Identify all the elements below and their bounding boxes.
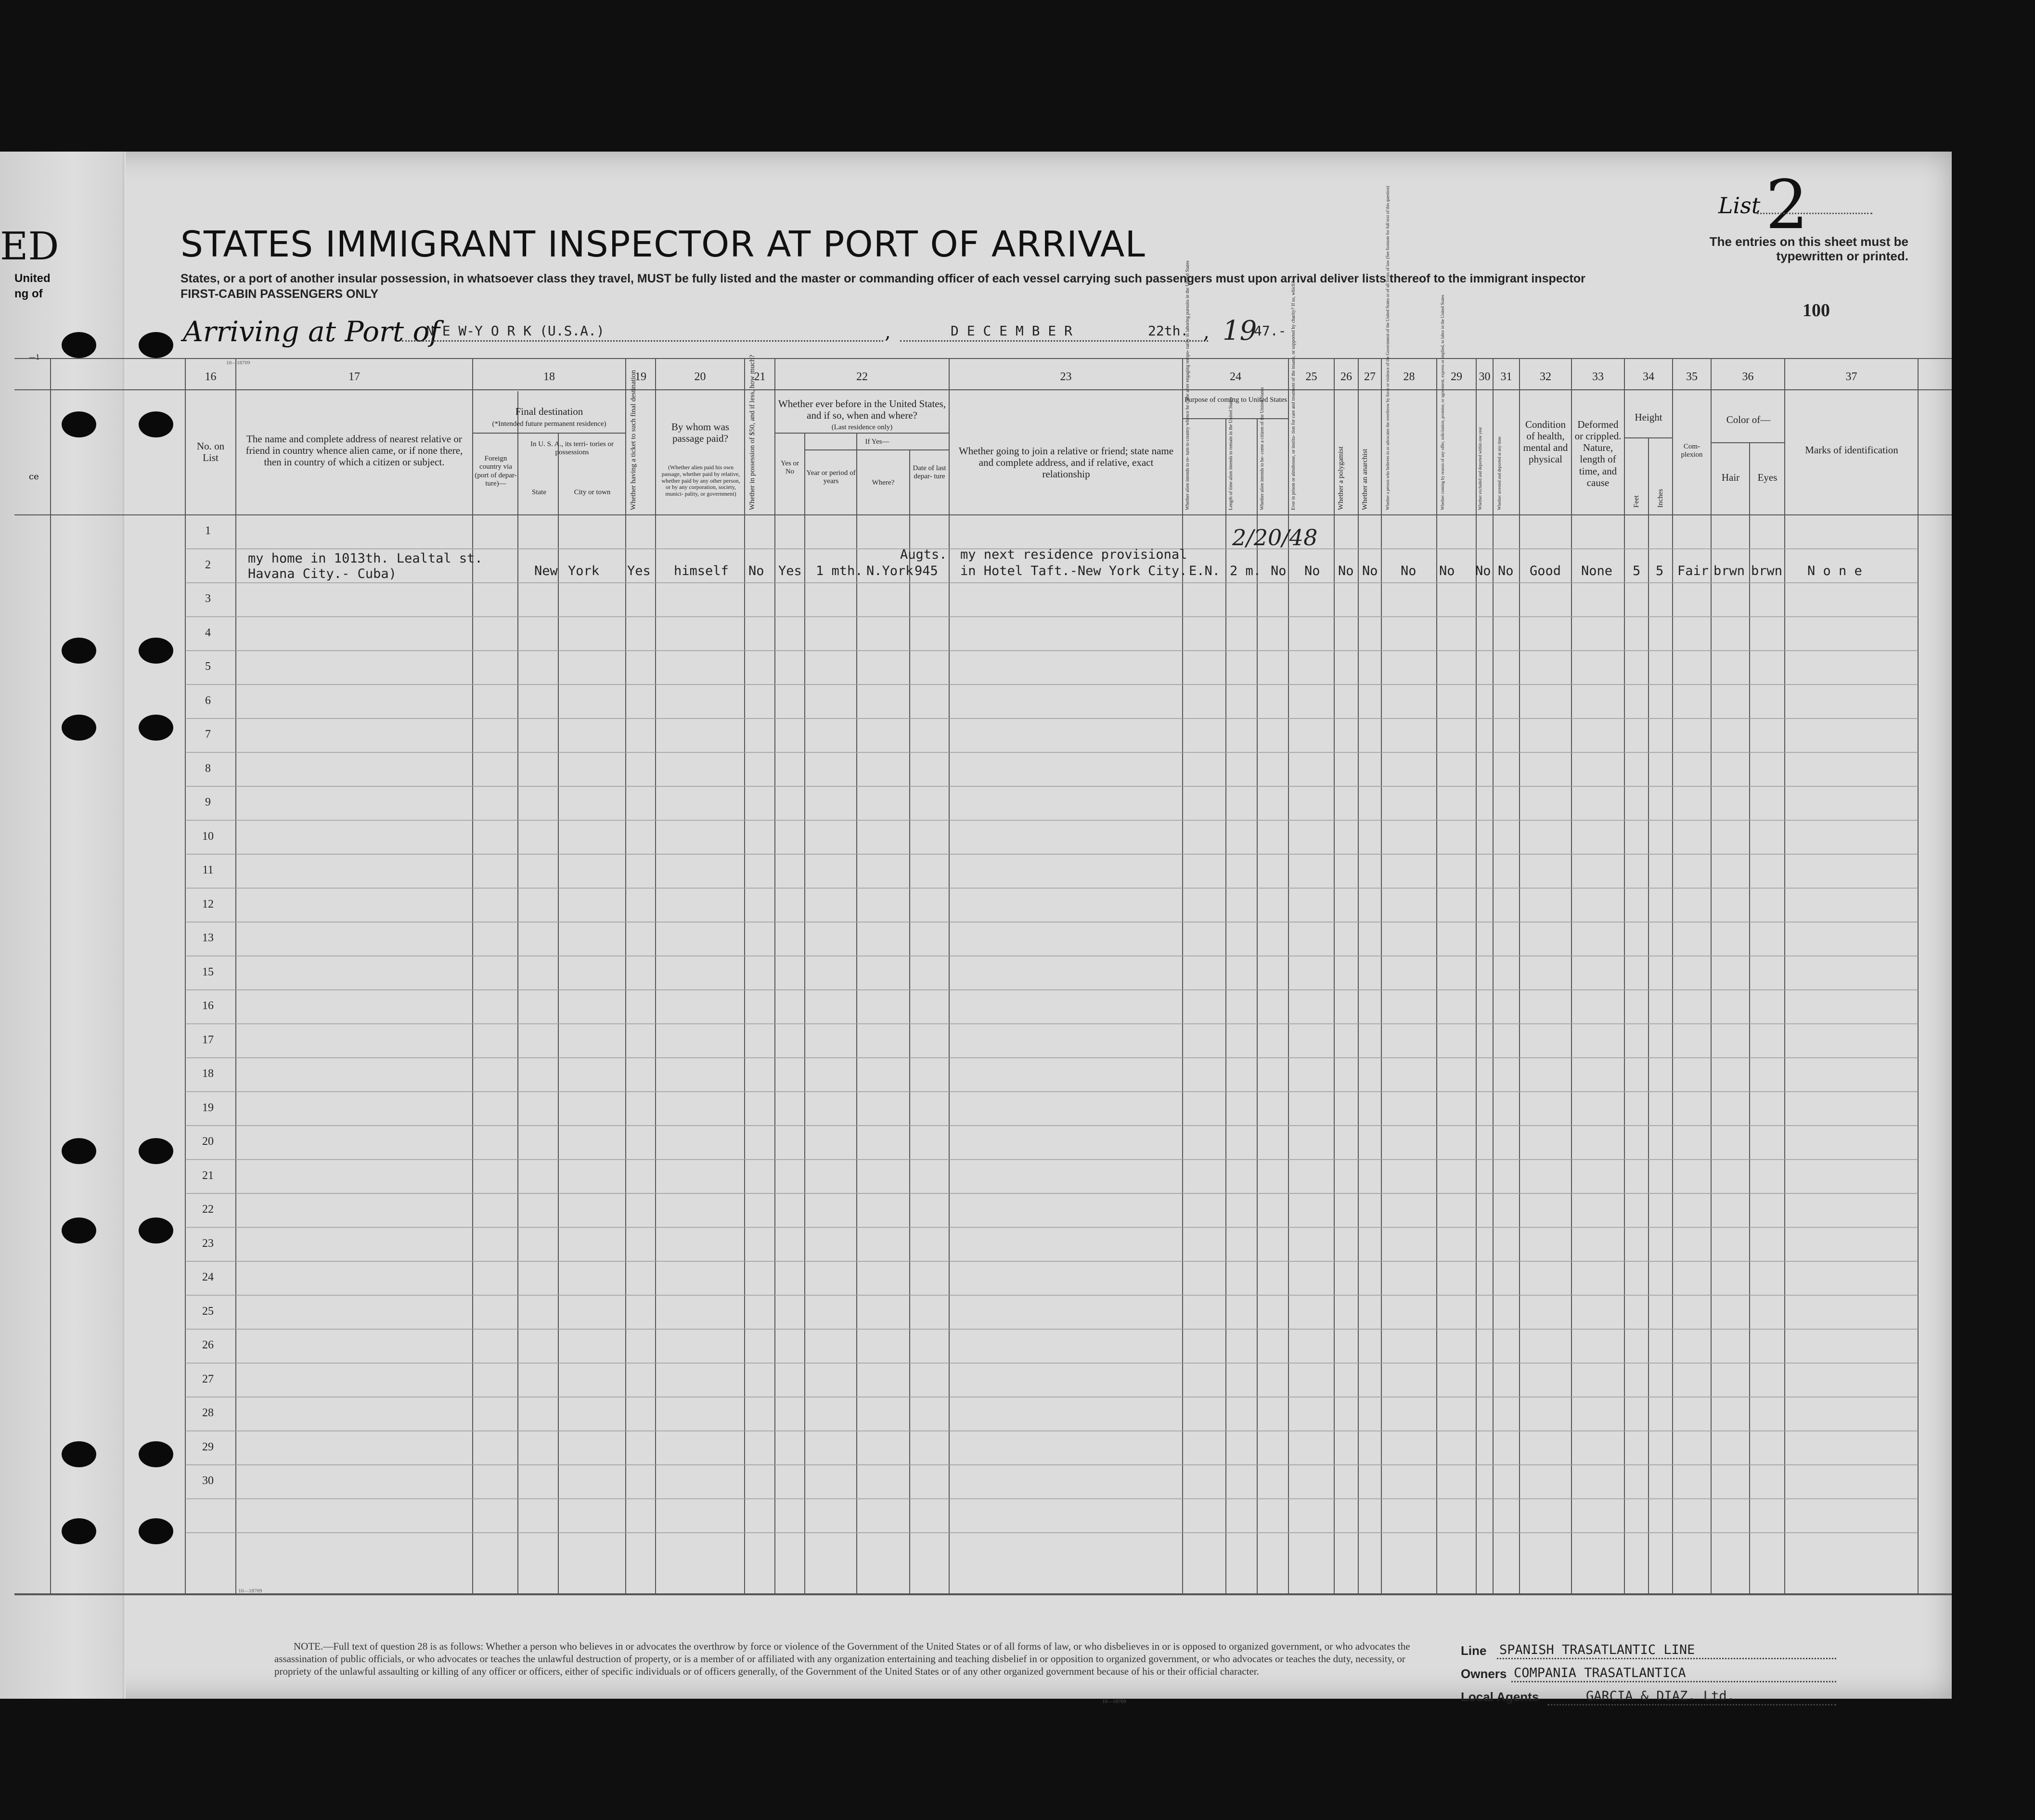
footer-line-value: SPANISH TRASATLANTIC LINE <box>1499 1642 1695 1657</box>
header-final-destination-note: (*Intended future permanent residence) <box>492 420 606 428</box>
header-joining: Whether going to join a relative or friend; state name and complete address, and if relative, exact relationship <box>958 445 1174 480</box>
document-sheet <box>0 152 1952 1705</box>
entry-complexion: Fair <box>1677 564 1709 578</box>
row-number: 23 <box>202 1237 214 1250</box>
column-number: 26 <box>1340 371 1352 383</box>
header-anarchist: Whether an anarchist <box>1361 449 1369 510</box>
left-fragment-text: United <box>14 272 51 285</box>
arrival-year-prefix: 19 <box>1223 315 1257 346</box>
arriving-label: Arriving at Port of <box>183 315 440 348</box>
arrival-year: 47.- <box>1254 323 1287 339</box>
footer-agents-underline <box>1547 1704 1836 1705</box>
header-health: Condition of health, mental and physical <box>1523 419 1568 465</box>
header-marks: Marks of identification <box>1805 444 1898 456</box>
row-number: 15 <box>202 965 214 978</box>
header-passage-note: (Whether alien paid his own passage, whether paid by relative, whether paid by any other person, or by any corporation, society, munici- pality, or government) <box>661 464 740 498</box>
header-if-yes: If Yes— <box>865 438 889 446</box>
column-number: 35 <box>1686 371 1698 383</box>
header-color-of: Color of— <box>1726 414 1771 425</box>
header-feet: Feet <box>1633 495 1640 508</box>
row-number: 19 <box>202 1101 214 1114</box>
row-number: 4 <box>205 626 211 639</box>
header-final-destination: Final destination <box>515 406 583 417</box>
entry-joining-line1: my next residence provisional <box>960 547 1187 562</box>
first-cabin-label: FIRST-CABIN PASSENGERS ONLY <box>180 287 379 301</box>
header-purpose-length: Length of time alien intends to remain in the United States <box>1228 397 1234 510</box>
row-number: 2 <box>205 558 211 571</box>
header-deformed: Deformed or crippled. Nature, length of time, and cause <box>1574 419 1622 488</box>
entry-polygamist: No <box>1338 564 1354 578</box>
entry-where: N.York <box>866 564 914 578</box>
header-polygamist: Whether a polygamist <box>1337 446 1345 510</box>
entry-eyes: brwn <box>1751 564 1783 578</box>
entry-q30: No <box>1475 564 1491 578</box>
table-grid <box>0 152 1952 1699</box>
footer-agents-value: GARCIA & DIAZ. Ltd. <box>1586 1689 1735 1704</box>
comma: , <box>1203 321 1210 343</box>
entry-ever-before: Yes <box>778 564 802 578</box>
entry-health: Good <box>1530 564 1561 578</box>
column-number: 37 <box>1845 371 1857 383</box>
entry-passage: himself <box>674 564 729 578</box>
header-yes-or-no: Yes or No <box>780 460 799 476</box>
header-q29: Whether coming by reason of any offer, solicitation, promise, or agreement, express or implied, to labor in the United States <box>1440 295 1445 510</box>
header-foreign-country: Foreign country via (port of depar- ture)— <box>475 455 517 487</box>
entry-possession: No <box>748 564 764 578</box>
row-number: 6 <box>205 694 211 707</box>
entry-inches: 5 <box>1656 564 1664 578</box>
page-title: STATES IMMIGRANT INSPECTOR AT PORT OF ARRIVAL <box>180 224 1146 265</box>
entry-q28: No <box>1401 564 1417 578</box>
entry-relative-line1: my home in 1013th. Lealtal st. <box>248 551 483 566</box>
row-number: 9 <box>205 796 211 808</box>
header-q30: Whether excluded and deported within one year <box>1478 427 1482 510</box>
header-ever-before: Whether ever before in the United States, and if so, when and where? <box>778 398 946 422</box>
column-number: 29 <box>1451 371 1462 383</box>
list-label: List <box>1718 192 1761 218</box>
entry-state: New <box>534 564 558 578</box>
column-number: 18 <box>543 371 555 383</box>
row-number: 20 <box>202 1135 214 1148</box>
header-hair: Hair <box>1721 472 1740 483</box>
header-ticket: Whether having a ticket to such final destination <box>630 370 637 510</box>
entry-anarchist: No <box>1362 564 1378 578</box>
entry-ticket: Yes <box>627 564 651 578</box>
row-number: 28 <box>202 1407 214 1419</box>
row-number: 1 <box>205 525 211 537</box>
arrival-month: D E C E M B E R <box>951 323 1072 339</box>
column-number: 30 <box>1479 371 1491 383</box>
entry-prison: No <box>1304 564 1320 578</box>
footnote: NOTE.—Full text of question 28 is as follows: Whether a person who believes in or advocates the overthrow by force or violence of the Government of the United States or of all forms of law, or who disbelieves in or is opposed to organized government, or who advocates the assassination of public officials, or who advocates or teaches the unlawful destruction of property, or is a member of or affiliated with any organization entertaining and teaching disbelief in or opposition to organized government, or who advocates or teaches the duty, necessity, or propriety of the unlawful assaulting or killing of any officer or officers, either of specific individuals or of officers generally, of the Government of the United States or of any other organized government because of his or their official character. <box>274 1641 1410 1677</box>
comma: , <box>885 321 891 343</box>
header-date-departure: Date of last depar- ture <box>913 464 946 481</box>
row-number: 25 <box>202 1305 214 1318</box>
row-number: 17 <box>202 1033 214 1046</box>
header-complexion: Com- plexion <box>1681 443 1703 459</box>
left-fragment-text: ce <box>29 472 39 482</box>
column-number: 25 <box>1305 371 1317 383</box>
left-fragment-text: ng of <box>14 287 43 300</box>
column-number: 28 <box>1403 371 1415 383</box>
entry-q29: No <box>1439 564 1455 578</box>
header-height: Height <box>1635 411 1662 423</box>
row-number: 12 <box>202 897 214 910</box>
row-number: 26 <box>202 1339 214 1351</box>
arrival-day: 22th. <box>1148 323 1189 339</box>
sheet-number: 100 <box>1803 300 1830 320</box>
column-number: 34 <box>1643 371 1654 383</box>
row-number: 7 <box>205 728 211 741</box>
footer-owners-underline <box>1511 1681 1836 1682</box>
header-no-on-list: No. on List <box>196 440 225 464</box>
instructions-text: States, or a port of another insular possession, in whatsoever class they travel, MUST be fully listed and the master or commanding officer of each vessel carrying such passengers must upon arrival deliver lists thereof to the immigrant inspector <box>180 272 1585 285</box>
header-q31: Whether arrested and deported at any time <box>1497 436 1502 510</box>
row-number: 24 <box>202 1271 214 1283</box>
column-number: 16 <box>205 371 217 383</box>
row-number: 21 <box>202 1169 214 1182</box>
entry-length: 2 m. <box>1230 564 1262 578</box>
entry-hair: brwn <box>1713 564 1745 578</box>
entry-q31: No <box>1498 564 1514 578</box>
header-in-usa: In U. S. A., its terri- tories or possessions <box>530 440 614 457</box>
form-code-bottom: 10—18709 <box>238 1588 262 1594</box>
column-number: 32 <box>1540 371 1551 383</box>
column-number: 17 <box>348 371 360 383</box>
footer-line-label: Line <box>1461 1643 1487 1658</box>
entry-date-year: 945 <box>914 564 938 578</box>
entry-citizen: No <box>1271 564 1287 578</box>
header-where: Where? <box>872 479 895 487</box>
entry-date-month: Augts. <box>900 547 947 562</box>
header-possession: Whether in possession of $50, and if less, how much? <box>748 355 756 510</box>
header-prison: Ever in prison or almshouse, or institu- tion for care and treatment of the insane, or supported by charity? If so, which? <box>1291 281 1296 510</box>
entry-period: 1 mth. <box>816 564 863 578</box>
column-number: 33 <box>1592 371 1604 383</box>
column-number: 20 <box>694 371 706 383</box>
header-eyes: Eyes <box>1757 472 1777 483</box>
header-purpose-return: Whether alien intends to re- turn to country whence he came after engaging tempo- rarily in laboring pursuits in the United States <box>1185 260 1190 510</box>
list-number: 2 <box>1765 166 1809 244</box>
entry-city: York <box>568 564 600 578</box>
column-number: 19 <box>635 371 646 383</box>
header-relative: The name and complete address of nearest relative or friend in country whence alien came, or if none there, then in country of which a citizen or subject. <box>245 433 463 468</box>
footer-line-underline <box>1497 1658 1836 1659</box>
entry-marks: N o n e <box>1807 564 1862 578</box>
header-q28: Whether a person who believes in or advocates the overthrow by force or violence of the Government of the United States or of all forms of law (See footnote for full text of this question) <box>1385 186 1390 510</box>
entry-joining-line2: in Hotel Taft.-New York City. <box>960 564 1187 578</box>
header-passage: By whom was passage paid? <box>671 421 730 445</box>
row-number: 30 <box>202 1474 214 1487</box>
row-number: 18 <box>202 1067 214 1080</box>
typewritten-instruction: The entries on this sheet must be typewritten or printed. <box>1709 234 1908 263</box>
left-fragment-text: —1 <box>29 354 40 361</box>
form-code-footer: 10—18709 <box>1102 1699 1126 1705</box>
row-number: 5 <box>205 660 211 673</box>
entry-feet: 5 <box>1633 564 1641 578</box>
footer-owners-label: Owners <box>1461 1666 1507 1681</box>
row-number: 11 <box>202 864 214 876</box>
arrival-port: N E W-Y O R K (U.S.A.) <box>426 323 605 339</box>
handwritten-date-stamp: 2/20/48 <box>1232 525 1318 551</box>
header-purpose-citizen: Whether alien intends to be- come a citizen of the United States <box>1260 387 1265 510</box>
entry-deformed: None <box>1581 564 1613 578</box>
header-purpose: Purpose of coming to United States <box>1185 396 1287 404</box>
header-last-residence: (Last residence only) <box>831 423 893 431</box>
column-number: 27 <box>1364 371 1376 383</box>
entry-relative-line2: Havana City.- Cuba) <box>248 566 397 581</box>
column-number: 21 <box>754 371 766 383</box>
column-number: 23 <box>1060 371 1072 383</box>
entry-purpose: E.N. <box>1189 564 1221 578</box>
row-number: 29 <box>202 1440 214 1453</box>
footer-owners-value: COMPANIA TRASATLANTICA <box>1514 1666 1686 1680</box>
row-number: 3 <box>205 592 211 605</box>
column-number: 24 <box>1230 371 1241 383</box>
footer-agents-label: Local Agents <box>1461 1690 1539 1704</box>
row-number: 27 <box>202 1372 214 1385</box>
row-number: 13 <box>202 932 214 944</box>
form-code: 10—18709 <box>226 360 250 366</box>
column-number: 22 <box>856 371 868 383</box>
column-number: 36 <box>1742 371 1754 383</box>
header-year-period: Year or period of years <box>806 469 856 486</box>
row-number: 8 <box>205 762 211 775</box>
row-number: 10 <box>202 830 214 843</box>
header-inches: Inches <box>1657 488 1664 508</box>
left-fragment-title: ED <box>0 224 59 269</box>
row-number: 22 <box>202 1203 214 1216</box>
column-number: 31 <box>1500 371 1512 383</box>
header-city: City or town <box>574 488 611 496</box>
header-state: State <box>532 488 546 496</box>
row-number: 16 <box>202 1000 214 1012</box>
